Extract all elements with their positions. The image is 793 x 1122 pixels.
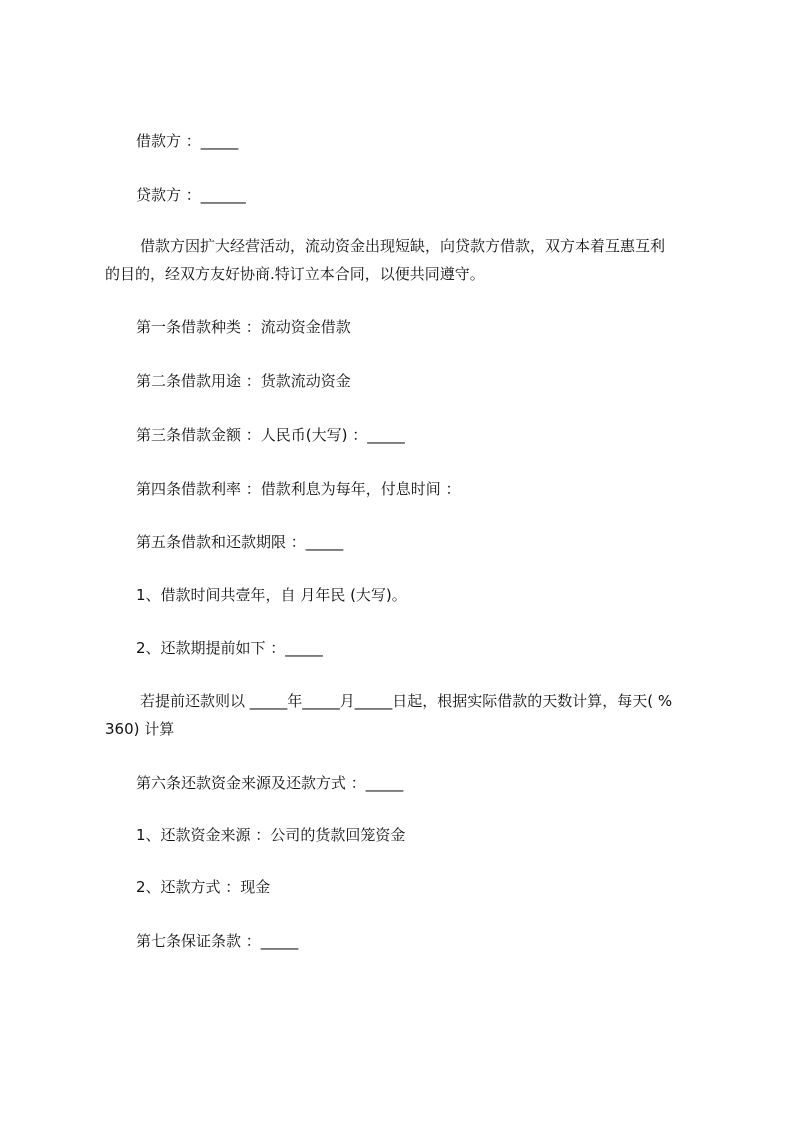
article-4: 第四条借款利率 ：借款利息为每年，付息时间 ： <box>136 480 461 498</box>
article-1: 第一条借款种类 ：流动资金借款 <box>136 318 351 336</box>
article-5-item-1: 1、借款时间共壹年，自 月年民 (大写)。 <box>136 586 407 604</box>
article-7: 第七条保证条款 ：_____ <box>136 932 299 950</box>
intro-paragraph-line-1: 借款方因扩大经营活动，流动资金出现短缺，向贷款方借款，双方本着互惠互利 <box>140 237 666 255</box>
article-5-item-2: 2、还款期提前如下 ：_____ <box>136 639 323 657</box>
lender-line: 贷款方 ：______ <box>136 186 246 204</box>
article-6-item-1: 1、还款资金来源 ：公司的货款回笼资金 <box>136 826 406 844</box>
article-6-item-2: 2、还款方式 ：现金 <box>136 878 271 896</box>
article-3: 第三条借款金额 ：人民币(大写) ：_____ <box>136 426 405 444</box>
intro-paragraph-line-2: 的目的，经双方友好协商.特订立本合同，以便共同遵守。 <box>105 265 485 283</box>
article-2: 第二条借款用途 ：货款流动资金 <box>136 372 351 390</box>
article-6: 第六条还款资金来源及还款方式 ：_____ <box>136 774 404 792</box>
article-5: 第五条借款和还款期限 ：_____ <box>136 533 344 551</box>
borrower-line: 借款方 ：_____ <box>136 132 239 150</box>
prepayment-line-1: 若提前还款则以 _____年_____月_____日起，根据实际借款的天数计算，每天( % <box>140 692 673 710</box>
prepayment-line-2: 360) 计算 <box>105 720 175 738</box>
